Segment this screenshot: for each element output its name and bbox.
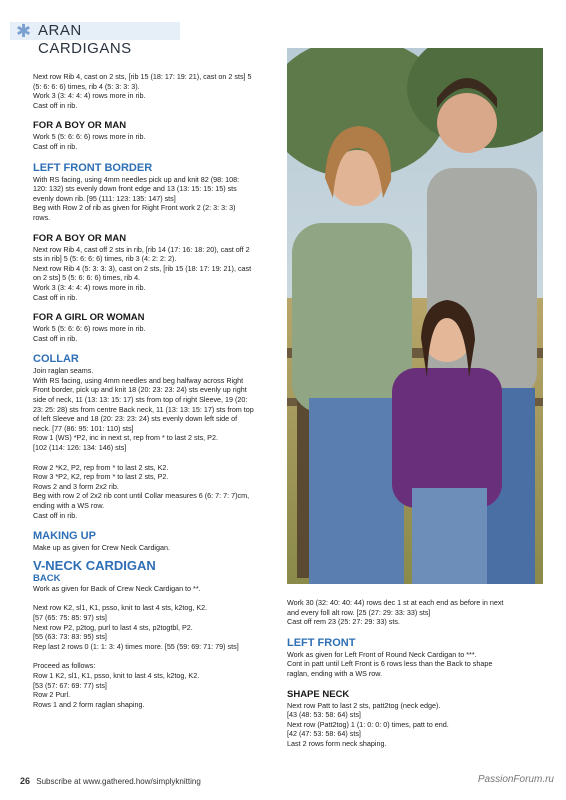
text-line: ending with a WS row. [33,501,105,510]
text-line: Row 2 Purl. [33,690,71,700]
asterisk-icon: ✱ [16,21,32,41]
text-line: Cast off rem 23 (25: 27: 29: 33) sts. [287,617,400,627]
text-line: Work 5 (5: 6: 6: 6) rows more in rib. [33,324,146,334]
text-line: Front border, pick up and knit 18 (20: 23: 23: 24) sts evenly up right [33,385,247,395]
text-line: Next row Rib 4, cast on 2 sts, [rib 15 (18: 17: 19: 21), cast on 2 sts] 5 [33,72,252,81]
text-line: [43 (48: 53: 58: 64) sts] [287,710,361,720]
text-line: [57 (65: 75: 85: 97) sts] [33,612,107,622]
left-column [33,72,278,709]
page-footer [20,776,201,786]
text-line: Row 1 (WS) *P2, inc in next st, rep from * to last 2 sts, P2. [33,433,218,443]
text-line: of left Sleeve and 18 (20: 23: 23: 24) sts evenly down left side of [33,414,238,424]
text-line: [42 (47: 53: 58: 64) sts] [287,729,361,739]
section-heading: COLLAR [33,353,79,366]
text-line: Next row Rib 4 (5: 3: 3: 3), cast on 2 sts, [rib 15 (18: 17: 19: 21), cast [33,263,252,273]
text-line: evenly down rib. [95 (111: 123: 135: 147) sts] [33,193,176,203]
section-heading: LEFT FRONT BORDER [33,161,153,174]
page-title: ARAN CARDIGANS [38,22,132,57]
text-line: Row 3 *P2, K2, rep from * to last 2 sts, P2. [33,472,169,482]
text-line: Cast off in rib. [33,333,78,343]
text-line: Row 1 K2, sl1, K1, psso, knit to last 4 sts, k2tog, K2. [33,670,200,680]
section-heading: FOR A GIRL OR WOMAN [33,312,145,324]
text-line: Work 3 (3: 4: 4: 4) rows more in rib. [33,282,146,292]
text-line: Work as given for Back of Crew Neck Cardigan to **. [33,583,201,593]
text-line: Cast off in rib. [33,510,78,520]
text-line: Row 2 *K2, P2, rep from * to last 2 sts, K2. [33,462,169,472]
text-line: Cast off in rib. [33,141,78,151]
section-header [10,21,180,57]
text-line: With RS facing, using 4mm needles and beg halfway across Right [33,375,244,385]
text-line: Rows 1 and 2 form raglan shaping. [33,699,145,709]
text-line: 23: 25: 28) sts from centre Back neck, 11 (13: 13: 15: 17) sts from top [33,404,254,414]
text-line: Next row (Patt2tog) 1 (1: 0: 0: 0) times, patt to end. [287,719,449,729]
text-line: Next row K2, sl1, K1, psso, knit to last 4 sts, k2tog, K2. [33,603,208,613]
text-line: With RS facing, using 4mm needles pick up and knit 82 (98: 108: [33,174,240,184]
text-line: Join raglan seams. [33,366,94,376]
text-line: Next row Rib 4, cast off 2 sts in rib, [rib 14 (17: 16: 18: 20), cast off 2 [33,244,250,254]
text-line: [53 (57: 67: 69: 77) sts] [33,680,107,690]
text-line: Rows 2 and 3 form 2x2 rib. [33,481,119,491]
text-line: on 2 sts] 5 (5: 6: 6: 6) times, rib 4. [33,273,141,283]
text-line: Cast off in rib. [33,100,78,110]
subscribe-link[interactable]: Subscribe at www.gathered.how/simplyknitting [36,777,201,786]
section-heading: SHAPE NECK [287,688,350,700]
text-line: Cont in patt until Left Front is 6 rows less than the Back to shape [287,659,493,669]
text-line: Cast off in rib. [33,292,78,302]
section-heading: LEFT FRONT [287,636,356,649]
section-heading: FOR A BOY OR MAN [33,232,127,244]
text-line: Work 30 (32: 40: 40: 44) rows dec 1 st at each end as before in next [287,598,504,607]
text-line: Work 5 (5: 6: 6: 6) rows more in rib. [33,132,146,142]
text-line: sts in rib] 5 (5: 6: 6: 6) times, rib 3 (4: 2: 2: 2). [33,254,177,264]
text-line: Make up as given for Crew Neck Cardigan. [33,543,171,553]
text-line: [55 (63: 73: 83: 95) sts] [33,632,107,642]
text-line: Proceed as follows: [33,661,96,671]
section-heading: FOR A BOY OR MAN [33,120,127,132]
subsection-heading: BACK [33,572,61,584]
text-line: [102 (114: 126: 134: 146) sts] [33,443,127,453]
text-line: Rep last 2 rows 0 (1: 1: 3: 4) times more. [55 (59: 69: 71: 79) sts] [33,641,239,651]
text-line: (5: 6: 6: 6) times, rib 4 (5: 3: 3: 3). [33,81,140,91]
section-heading: MAKING UP [33,530,96,543]
page-number: 26 [20,776,31,786]
family-photo [287,48,543,584]
text-line: Last 2 rows form neck shaping. [287,738,387,748]
text-line: neck. [77 (86: 95: 101: 110) sts] [33,423,134,433]
text-line: Work 3 (3: 4: 4: 4) rows more in rib. [33,91,146,101]
text-line: Beg with Row 2 of rib as given for Right Front work 2 (2: 3: 3: 3) [33,203,236,213]
text-line: side of neck, 11 (13: 13: 15: 17) sts from top of right Sleeve, 19 (20: [33,395,248,405]
text-line: Work as given for Left Front of Round Neck Cardigan to ***. [287,649,477,659]
section-heading: V-NECK CARDIGAN [33,557,156,573]
text-line: Next row Patt to last 2 sts, patt2tog (neck edge). [287,700,441,710]
text-line: rows. [33,212,51,222]
text-line: raglan, ending with a WS row. [287,668,383,678]
watermark: PassionForum.ru [477,774,554,785]
text-line: 120: 132) sts evenly down front edge and 13 (13: 15: 15: 15) sts [33,184,237,194]
right-column [287,598,537,749]
text-line: and every foll alt row. [25 (27: 29: 33: 33) sts] [287,607,431,617]
text-line: Next row P2, p2tog, purl to last 4 sts, p2togtbl, P2. [33,622,193,632]
text-line: Beg with row 2 of 2x2 rib cont until Collar measures 6 (6: 7: 7: 7)cm, [33,491,250,501]
